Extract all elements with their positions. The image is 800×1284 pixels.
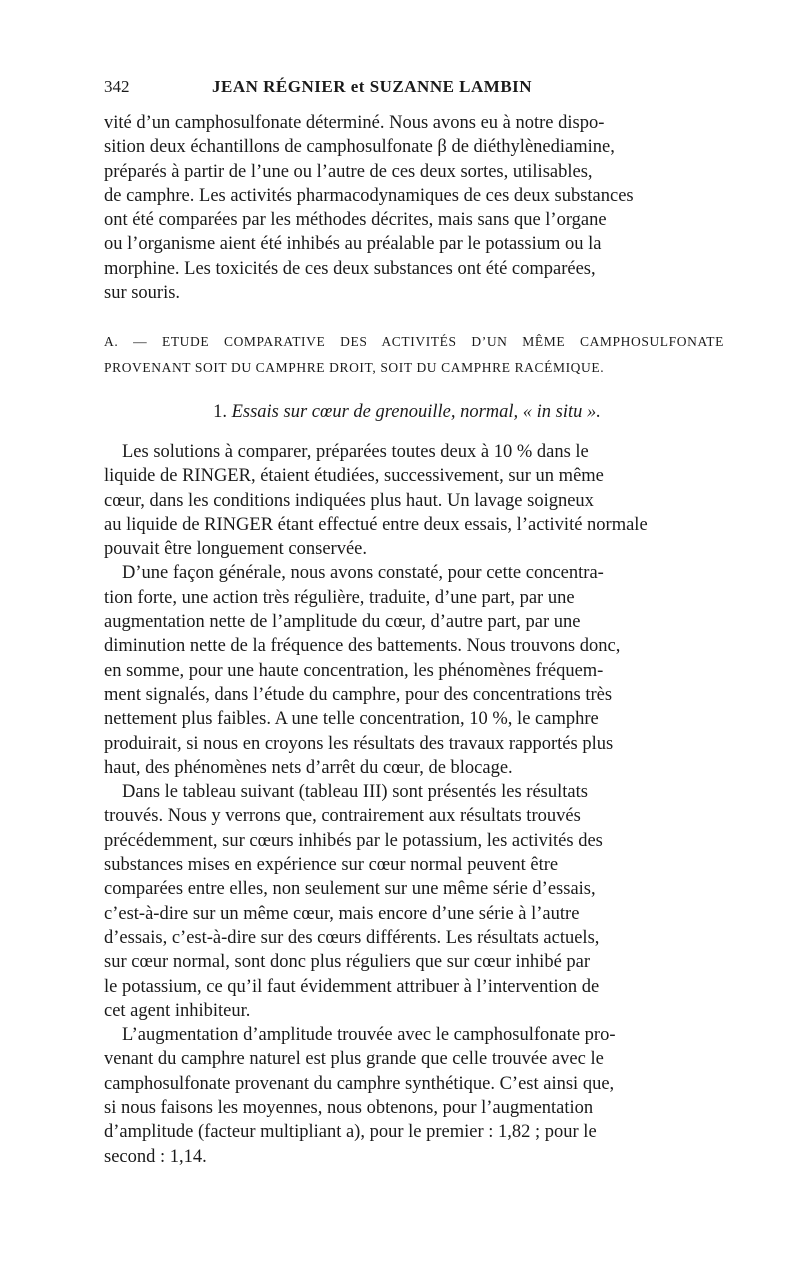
text-line: substances mises en expérience sur cœur normal peuvent être	[104, 855, 559, 876]
text-line: comparées entre elles, non seulement sur une même série d’essais,	[104, 879, 596, 900]
page-header	[104, 76, 710, 102]
text-line: sur souris.	[104, 283, 181, 304]
text-line: pouvait être longuement conservée.	[104, 539, 368, 560]
text-line: de camphre. Les activités pharmacodynamiques de ces deux substances	[104, 185, 634, 206]
text-line: d’amplitude (facteur multipliant a), pour le premier : 1,82 ; pour le	[104, 1122, 597, 1143]
section-heading-line-1: A. — ETUDE COMPARATIVE DES ACTIVITÉS D’UN MÊME CAMPHOSULFONATE	[104, 334, 724, 349]
paragraph	[104, 780, 710, 1023]
text-line: trouvés. Nous y verrons que, contrairement aux résultats trouvés	[104, 806, 581, 827]
paragraph	[104, 440, 710, 561]
body-text	[104, 440, 710, 1169]
text-line: cet agent inhibiteur.	[104, 1000, 251, 1021]
text-line: précédemment, sur cœurs inhibés par le potassium, les activités des	[104, 830, 603, 851]
text-line: Les solutions à comparer, préparées toutes deux à 10 % dans le	[122, 442, 589, 462]
intro-text	[104, 111, 710, 305]
text-line: ment signalés, dans l’étude du camphre, pour des concentrations très	[104, 684, 613, 705]
subsection-title: Essais sur cœur de grenouille, normal, « in situ ».	[231, 402, 601, 422]
text-line: si nous faisons les moyennes, nous obtenons, pour l’augmentation	[104, 1098, 594, 1119]
section-heading	[104, 329, 724, 381]
text-line: tion forte, une action très régulière, traduite, d’une part, par une	[104, 587, 575, 608]
section-heading-line-2: PROVENANT SOIT DU CAMPHRE DROIT, SOIT DU CAMPHRE RACÉMIQUE.	[104, 360, 605, 375]
text-line: en somme, pour une haute concentration, les phénomènes fréquem-	[104, 660, 604, 681]
running-head: JEAN RÉGNIER et SUZANNE LAMBIN	[212, 77, 533, 96]
text-line: sur cœur normal, sont donc plus réguliers que sur cœur inhibé par	[104, 952, 591, 973]
text-line: c’est-à-dire sur un même cœur, mais encore d’une série à l’autre	[104, 903, 580, 924]
text-line: sition deux échantillons de camphosulfonate β de diéthylènediamine,	[104, 137, 615, 158]
text-line: préparés à partir de l’une ou l’autre de ces deux sortes, utilisables,	[104, 161, 593, 182]
text-line: camphosulfonate provenant du camphre synthétique. C’est ainsi que,	[104, 1073, 615, 1094]
text-line: morphine. Les toxicités de ces deux substances ont été comparées,	[104, 258, 596, 279]
page-number: 342	[104, 77, 130, 96]
text-line: D’une façon générale, nous avons constaté, pour cette concentra-	[122, 563, 604, 584]
text-line: le potassium, ce qu’il faut évidemment attribuer à l’intervention de	[104, 976, 600, 997]
text-line: diminution nette de la fréquence des battements. Nous trouvons donc,	[104, 636, 621, 657]
paragraph	[104, 561, 710, 780]
text-line: d’essais, c’est-à-dire sur des cœurs différents. Les résultats actuels,	[104, 927, 600, 948]
subsection-heading	[104, 400, 710, 424]
text-line: venant du camphre naturel est plus grande que celle trouvée avec le	[104, 1049, 604, 1070]
text-line: ou l’organisme aient été inhibés au préalable par le potassium ou la	[104, 234, 602, 255]
text-line: Dans le tableau suivant (tableau III) sont présentés les résultats	[122, 782, 588, 803]
text-line: second : 1,14.	[104, 1146, 207, 1167]
intro-paragraph	[104, 111, 710, 305]
text-line: L’augmentation d’amplitude trouvée avec le camphosulfonate pro-	[122, 1025, 616, 1046]
text-line: vité d’un camphosulfonate déterminé. Nous avons eu à notre dispo-	[104, 113, 605, 133]
text-line: liquide de RINGER, étaient étudiées, successivement, sur un même	[104, 466, 604, 487]
text-line: cœur, dans les conditions indiquées plus haut. Un lavage soigneux	[104, 490, 594, 511]
text-line: haut, des phénomènes nets d’arrêt du cœur, de blocage.	[104, 757, 513, 778]
text-line: augmentation nette de l’amplitude du cœur, d’autre part, par une	[104, 612, 581, 633]
text-line: ont été comparées par les méthodes décrites, mais sans que l’organe	[104, 210, 607, 231]
paragraph	[104, 1023, 710, 1169]
subsection-number: 1.	[213, 402, 227, 422]
text-line: au liquide de RINGER étant effectué entre deux essais, l’activité normale	[104, 514, 648, 535]
text-line: produirait, si nous en croyons les résultats des travaux rapportés plus	[104, 733, 614, 754]
text-line: nettement plus faibles. A une telle concentration, 10 %, le camphre	[104, 709, 599, 730]
